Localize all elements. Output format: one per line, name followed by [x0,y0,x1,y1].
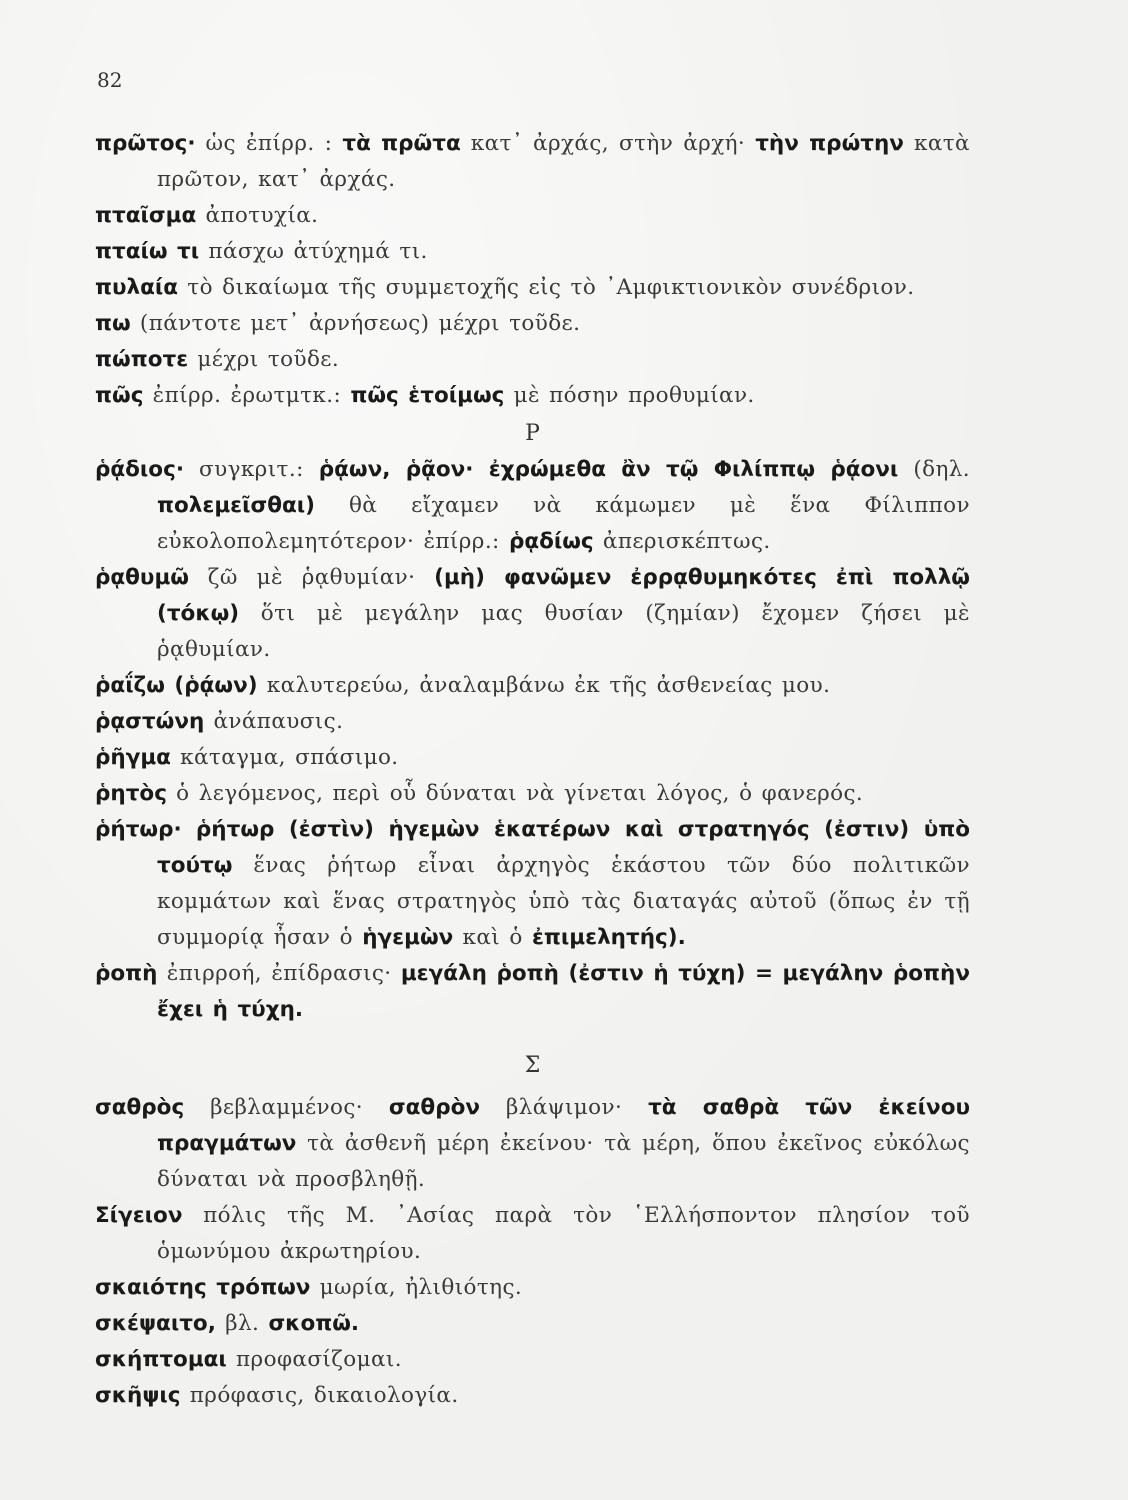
headword: σκῆψις [95,1383,181,1408]
headword: ῥᾴδιος· [95,457,184,482]
glossary-entry: ῥοπὴ ἐπιρροή, ἐπίδρασις· μεγάλη ῥοπὴ (ἐστιν ἡ τύχη) = μεγάλην ῥοπὴν ἔχει ἡ τύχη. [95,961,970,1022]
headword: ῥητὸς [95,781,167,806]
headword: Σίγειον [95,1203,183,1228]
glossary-entry: ῥαΐζω (ῥᾴων) καλυτερεύω, ἀναλαμβάνω ἐκ τῆς ἀσθενείας μου. [95,673,831,698]
glossary-entry: Σίγειον πόλις τῆς Μ. ᾽Ασίας παρὰ τὸν ῾Ελλήσποντον πλησίον τοῦ ὁμωνύμου ἀκρωτηρίου. [95,1203,970,1264]
glossary-entry: πώποτε μέχρι τοῦδε. [95,347,340,372]
headword: ῥοπὴ [95,961,158,986]
headword: ῥῆγμα [95,745,171,770]
headword: πῶς [95,383,144,408]
headword: πταίω τι [95,239,200,264]
headword: πυλαία [95,275,179,300]
glossary-entry: πταῖσμα ἀποτυχία. [95,203,319,228]
glossary-entry: σκαιότης τρόπων μωρία, ἠλιθιότης. [95,1275,523,1300]
headword: ῥᾳθυμῶ [95,565,189,590]
headword: ῥᾳστώνη [95,709,205,734]
glossary-entry: πταίω τι πάσχω ἀτύχημά τι. [95,239,428,264]
glossary-entry: σαθρὸς βεβλαμμένος· σαθρὸν βλάψιμον· τὰ σαθρὰ τῶν ἐκείνου πραγμάτων τὰ ἀσθενῆ μέρη ἐκείνου· τὰ μέρη, ὅπου ἐκεῖνος εὐκόλως δύναται νὰ προσβληθῇ. [95,1095,970,1192]
headword: σαθρὸς [95,1095,185,1120]
headword: πώποτε [95,347,189,372]
glossary-entry: σκήπτομαι προφασίζομαι. [95,1347,402,1372]
glossary-entry: πρῶτος· ὡς ἐπίρρ. : τὰ πρῶτα κατ᾽ ἀρχάς, στὴν ἀρχή· τὴν πρώτην κατὰ πρῶτον, κατ᾽ ἀρχάς. [95,131,970,192]
glossary-entry: πω (πάντοτε μετ᾽ ἀρνήσεως) μέχρι τοῦδε. [95,311,581,336]
glossary-entry: σκέψαιτο, βλ. σκοπῶ. [95,1311,360,1336]
headword: σκήπτομαι [95,1347,227,1372]
glossary-entry: πυλαία τὸ δικαίωμα τῆς συμμετοχῆς εἰς τὸ ᾽Αμφικτιονικὸν συνέδριον. [95,275,915,300]
glossary-entry: πῶς ἐπίρρ. ἐρωτμτκ.: πῶς ἑτοίμως μὲ πόσην προθυμίαν. [95,383,755,408]
glossary-body [95,126,970,1414]
headword: ῥήτωρ· [95,817,182,842]
glossary-entry: σκῆψις πρόφασις, δικαιολογία. [95,1383,459,1408]
section-letter-rho: Ρ [525,421,540,446]
headword: σκαιότης τρόπων [95,1275,311,1300]
glossary-entry: ῥᾳθυμῶ ζῶ μὲ ῥᾳθυμίαν· (μὴ) φανῶμεν ἐρρᾳθυμηκότες ἐπὶ πολλῷ (τόκῳ) ὅτι μὲ μεγάλην μας θυσίαν (ζημίαν) ἔχομεν ζήσει μὲ ῥᾳθυμίαν. [95,565,970,662]
headword: ῥαΐζω (ῥᾴων) [95,673,258,698]
glossary-entry: ῥήτωρ· ῥήτωρ (ἐστὶν) ἡγεμὼν ἑκατέρων καὶ στρατηγός (ἐστιν) ὑπὸ τούτῳ ἕνας ῥήτωρ εἶναι ἀρχηγὸς ἑκάστου τῶν δύο πολιτικῶν κομμάτων καὶ ἕνας στρατηγὸς ὑπὸ τὰς διαταγάς αὐτοῦ (ὅπως ἐν τῇ συμμορίᾳ ἦσαν ὁ ἡγεμὼν καὶ ὁ ἐπιμελητής). [95,817,970,950]
glossary-entry: ῥητὸς ὁ λεγόμενος, περὶ οὗ δύναται νὰ γίνεται λόγος, ὁ φανερός. [95,781,864,806]
section-letter-sigma: Σ [524,1053,541,1078]
headword: σκέψαιτο, [95,1311,216,1336]
glossary-entry: ῥᾴδιος· συγκριτ.: ῥᾴων, ῥᾷον· ἐχρώμεθα ἂν τῷ Φιλίππῳ ῥᾴονι (δηλ. πολεμεῖσθαι) θὰ εἴχαμεν νὰ κάμωμεν μὲ ἕνα Φίλιππον εὐκολοπολεμητότερον· ἐπίρρ.: ῥᾳδίως ἀπερισκέπτως. [95,457,970,554]
glossary-entry: ῥῆγμα κάταγμα, σπάσιμο. [95,745,399,770]
glossary-entry: ῥᾳστώνη ἀνάπαυσις. [95,709,344,734]
headword: πρῶτος· [95,131,196,156]
headword: πταῖσμα [95,203,197,228]
headword: πω [95,311,131,336]
page-number: 82 [97,68,123,92]
